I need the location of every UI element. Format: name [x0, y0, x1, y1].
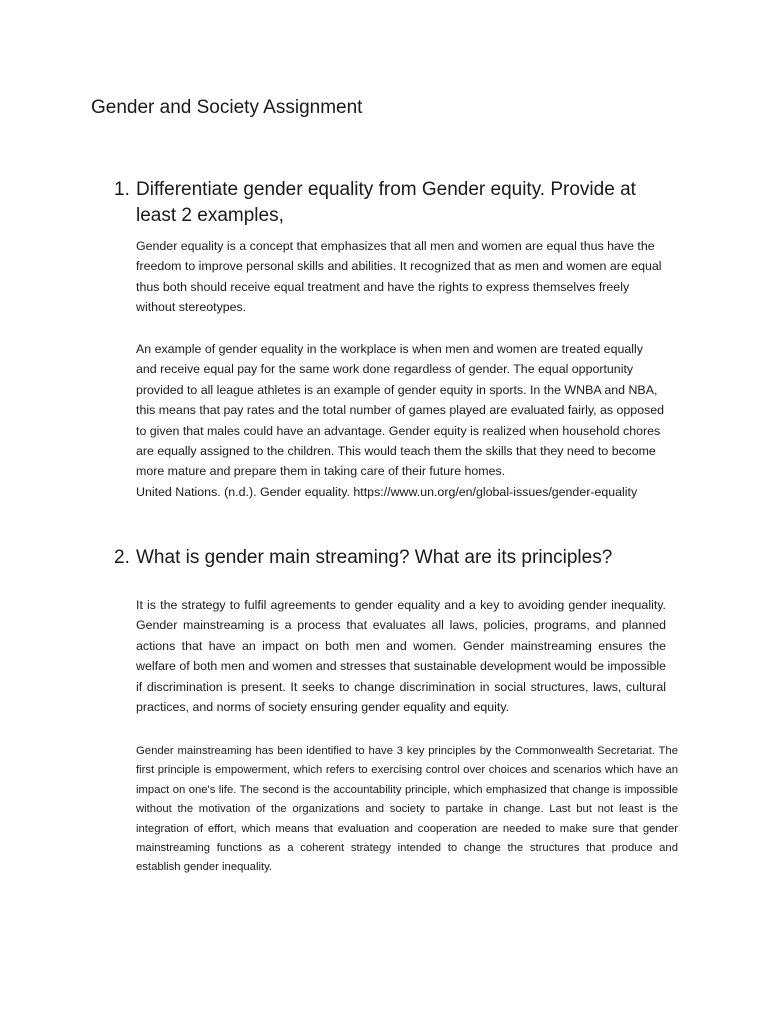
question-2-number: 2. [114, 547, 130, 568]
answer-1-paragraph-1: Gender equality is a concept that emphasizes that all men and women are equal thus have the freedom to improve personal skills and abilities. It recognized that as men and women are equal thus both should receive equal treatment and have the rights to express themselves freely without stereotypes. [136, 239, 662, 315]
answer-1-reference: United Nations. (n.d.). Gender equality. https://www.un.org/en/global-issues/gender-equality [136, 485, 638, 499]
answer-2-paragraph-1: It is the strategy to fulfil agreements to gender equality and a key to avoiding gender inequality. Gender mainstreaming is a process that evaluates all laws, policies, programs, and planned actions that have an impact on both men and women. Gender mainstreaming ensures the welfare of both men and women and stresses that sustainable development would be impossible if discrimination is present. It seeks to change discrimination in social structures, laws, cultural practices, and norms of society ensuring gender equality and equity. [136, 598, 666, 715]
question-1-text: Differentiate gender equality from Gender equity. Provide at least 2 examples, [136, 179, 636, 226]
document-title: Gender and Society Assignment [91, 97, 363, 118]
answer-1-paragraph-2: An example of gender equality in the workplace is when men and women are treated equally and receive equal pay for the same work done regardless of gender. The equal opportunity provided to all league athletes is an example of gender equity in sports. In the WNBA and NBA, this means that pay rates and the total number of games played are evaluated fairly, as opposed to given that males could have an advantage. Gender equity is realized when household chores are equally assigned to the children. This would teach them the skills that they need to become more mature and prepare them in taking care of their future homes. [136, 342, 665, 479]
question-1-heading [114, 177, 674, 229]
question-2-text: What is gender main streaming? What are its principles? [136, 547, 613, 568]
answer-2-paragraph-2: Gender mainstreaming has been identified to have 3 key principles by the Commonwealth Secretariat. The first principle is empowerment, which refers to exercising control over choices and scenarios which have an impact on one's life. The second is the accountability principle, which emphasized that change is impossible without the motivation of the organizations and society to partake in change. Last but not least is the integration of effort, which means that evaluation and cooperation are needed to make sure that gender mainstreaming functions as a coherent strategy intended to change the structures that produce and establish gender inequality. [136, 745, 678, 874]
question-2-heading [114, 545, 674, 571]
question-1-number: 1. [114, 179, 130, 200]
